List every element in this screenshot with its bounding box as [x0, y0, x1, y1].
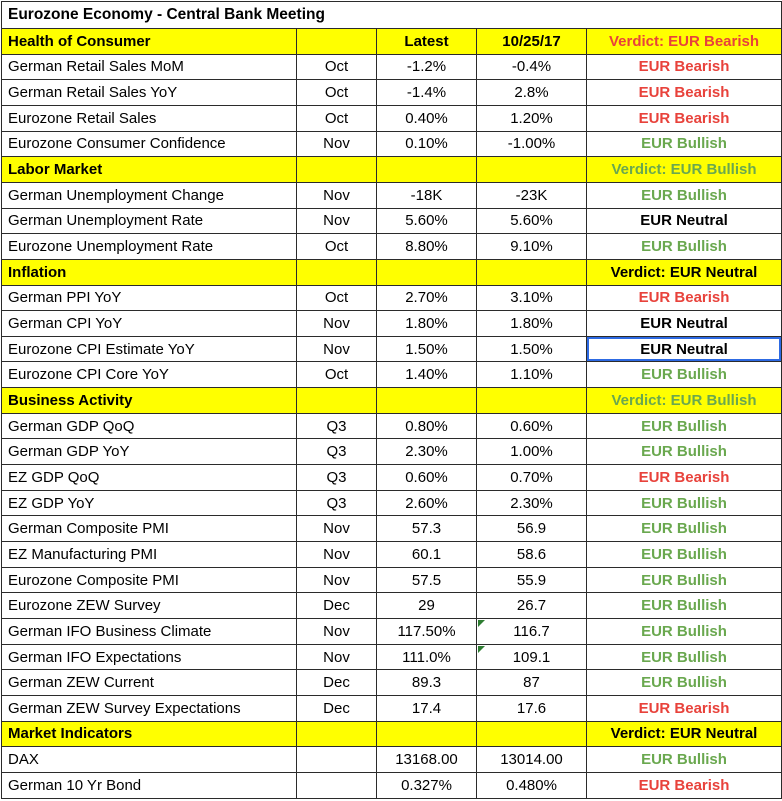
- period-cell[interactable]: Nov: [297, 542, 377, 568]
- verdict-cell[interactable]: EUR Bullish: [587, 747, 782, 773]
- period-cell[interactable]: Q3: [297, 413, 377, 439]
- prior-value-cell[interactable]: 58.6: [477, 542, 587, 568]
- section-name-cell[interactable]: Market Indicators: [2, 721, 297, 747]
- section-empty-cell[interactable]: [297, 388, 377, 414]
- verdict-cell[interactable]: EUR Bearish: [587, 105, 782, 131]
- verdict-cell[interactable]: EUR Bullish: [587, 413, 782, 439]
- indicator-row: [2, 567, 782, 593]
- latest-value-cell[interactable]: 0.10%: [377, 131, 477, 157]
- latest-value-cell[interactable]: 111.0%: [377, 644, 477, 670]
- latest-value-cell[interactable]: 13168.00: [377, 747, 477, 773]
- section-header-row: [2, 388, 782, 414]
- latest-value-cell[interactable]: 29: [377, 593, 477, 619]
- period-cell[interactable]: [297, 772, 377, 798]
- section-header-row: [2, 28, 782, 54]
- indicator-name-cell[interactable]: DAX: [2, 747, 297, 773]
- indicator-name-cell[interactable]: Eurozone Consumer Confidence: [2, 131, 297, 157]
- indicator-name-cell[interactable]: German Retail Sales MoM: [2, 54, 297, 80]
- latest-value-cell[interactable]: 5.60%: [377, 208, 477, 234]
- indicator-row: [2, 542, 782, 568]
- verdict-cell[interactable]: EUR Bullish: [587, 362, 782, 388]
- verdict-cell[interactable]: EUR Neutral: [587, 311, 782, 337]
- latest-value-cell[interactable]: 2.70%: [377, 285, 477, 311]
- section-verdict-cell[interactable]: Verdict: EUR Bearish: [587, 28, 782, 54]
- period-cell[interactable]: Oct: [297, 362, 377, 388]
- period-cell[interactable]: Nov: [297, 131, 377, 157]
- period-cell[interactable]: Nov: [297, 311, 377, 337]
- indicator-row: [2, 208, 782, 234]
- indicator-name-cell[interactable]: German Retail Sales YoY: [2, 80, 297, 106]
- latest-value-cell[interactable]: -1.2%: [377, 54, 477, 80]
- latest-value-cell[interactable]: 1.80%: [377, 311, 477, 337]
- period-cell[interactable]: Nov: [297, 336, 377, 362]
- column-header-latest[interactable]: [377, 388, 477, 414]
- section-verdict-cell[interactable]: Verdict: EUR Neutral: [587, 721, 782, 747]
- spreadsheet-table-body: [2, 2, 782, 799]
- indicator-row: [2, 644, 782, 670]
- section-header-row: [2, 157, 782, 183]
- verdict-cell[interactable]: EUR Bullish: [587, 490, 782, 516]
- indicator-name-cell[interactable]: German GDP QoQ: [2, 413, 297, 439]
- latest-value-cell[interactable]: 2.60%: [377, 490, 477, 516]
- verdict-cell[interactable]: EUR Bullish: [587, 593, 782, 619]
- latest-value-cell[interactable]: 57.3: [377, 516, 477, 542]
- indicator-name-cell[interactable]: Eurozone Unemployment Rate: [2, 234, 297, 260]
- period-cell[interactable]: Dec: [297, 593, 377, 619]
- period-cell[interactable]: Q3: [297, 465, 377, 491]
- prior-value-cell[interactable]: 56.9: [477, 516, 587, 542]
- verdict-cell[interactable]: EUR Bearish: [587, 80, 782, 106]
- period-cell[interactable]: Dec: [297, 670, 377, 696]
- indicator-row: [2, 105, 782, 131]
- prior-value-cell[interactable]: 2.30%: [477, 490, 587, 516]
- indicator-name-cell[interactable]: German 10 Yr Bond: [2, 772, 297, 798]
- indicator-row: [2, 336, 782, 362]
- section-verdict-cell[interactable]: Verdict: EUR Bullish: [587, 388, 782, 414]
- cell-note-flag-icon: [478, 620, 485, 627]
- period-cell[interactable]: Oct: [297, 54, 377, 80]
- column-header-prior[interactable]: [477, 259, 587, 285]
- prior-value-cell[interactable]: 0.70%: [477, 465, 587, 491]
- indicator-row: [2, 131, 782, 157]
- column-header-prior[interactable]: [477, 157, 587, 183]
- section-empty-cell[interactable]: [297, 157, 377, 183]
- indicator-row: [2, 516, 782, 542]
- verdict-cell[interactable]: EUR Bearish: [587, 54, 782, 80]
- indicator-row: [2, 747, 782, 773]
- verdict-cell-selected[interactable]: EUR Neutral: [587, 336, 782, 362]
- latest-value-cell[interactable]: 17.4: [377, 696, 477, 722]
- prior-value-cell[interactable]: 55.9: [477, 567, 587, 593]
- prior-value-cell[interactable]: 17.6: [477, 696, 587, 722]
- verdict-cell[interactable]: EUR Bearish: [587, 772, 782, 798]
- period-cell[interactable]: [297, 747, 377, 773]
- period-cell[interactable]: Nov: [297, 644, 377, 670]
- indicator-row: [2, 362, 782, 388]
- indicator-row: [2, 465, 782, 491]
- section-name-cell[interactable]: Business Activity: [2, 388, 297, 414]
- sheet-title[interactable]: Eurozone Economy - Central Bank Meeting: [2, 2, 782, 29]
- latest-value-cell[interactable]: 0.60%: [377, 465, 477, 491]
- spreadsheet-table: [1, 1, 782, 799]
- prior-value-cell[interactable]: 2.8%: [477, 80, 587, 106]
- column-header-prior[interactable]: 10/25/17: [477, 28, 587, 54]
- indicator-row: [2, 619, 782, 645]
- section-verdict-cell[interactable]: Verdict: EUR Bullish: [587, 157, 782, 183]
- section-name-cell[interactable]: Inflation: [2, 259, 297, 285]
- verdict-cell[interactable]: EUR Bullish: [587, 182, 782, 208]
- period-cell[interactable]: Q3: [297, 490, 377, 516]
- indicator-row: [2, 413, 782, 439]
- section-empty-cell[interactable]: [297, 28, 377, 54]
- latest-value-cell[interactable]: 57.5: [377, 567, 477, 593]
- prior-value-cell[interactable]: 1.00%: [477, 439, 587, 465]
- verdict-cell[interactable]: EUR Bullish: [587, 234, 782, 260]
- period-cell[interactable]: Nov: [297, 182, 377, 208]
- verdict-cell[interactable]: EUR Bullish: [587, 439, 782, 465]
- indicator-name-cell[interactable]: Eurozone Retail Sales: [2, 105, 297, 131]
- latest-value-cell[interactable]: 0.40%: [377, 105, 477, 131]
- period-cell[interactable]: Oct: [297, 285, 377, 311]
- indicator-row: [2, 593, 782, 619]
- verdict-cell[interactable]: EUR Bearish: [587, 465, 782, 491]
- prior-value-cell[interactable]: 1.10%: [477, 362, 587, 388]
- indicator-row: [2, 311, 782, 337]
- period-cell[interactable]: Oct: [297, 80, 377, 106]
- prior-value-cell[interactable]: 9.10%: [477, 234, 587, 260]
- latest-value-cell[interactable]: 60.1: [377, 542, 477, 568]
- section-empty-cell[interactable]: [297, 259, 377, 285]
- indicator-row: [2, 285, 782, 311]
- indicator-name-cell[interactable]: Eurozone ZEW Survey: [2, 593, 297, 619]
- latest-value-cell[interactable]: 8.80%: [377, 234, 477, 260]
- prior-value-cell[interactable]: 3.10%: [477, 285, 587, 311]
- indicator-name-cell[interactable]: German Unemployment Change: [2, 182, 297, 208]
- section-empty-cell[interactable]: [297, 721, 377, 747]
- latest-value-cell[interactable]: -18K: [377, 182, 477, 208]
- period-cell[interactable]: Nov: [297, 516, 377, 542]
- verdict-cell[interactable]: EUR Neutral: [587, 208, 782, 234]
- period-cell[interactable]: Dec: [297, 696, 377, 722]
- section-name-cell[interactable]: Health of Consumer: [2, 28, 297, 54]
- indicator-row: [2, 439, 782, 465]
- section-header-row: [2, 259, 782, 285]
- indicator-row: [2, 772, 782, 798]
- latest-value-cell[interactable]: 117.50%: [377, 619, 477, 645]
- prior-value-cell[interactable]: 116.7: [477, 619, 587, 645]
- verdict-cell[interactable]: EUR Bullish: [587, 131, 782, 157]
- section-name-cell[interactable]: Labor Market: [2, 157, 297, 183]
- prior-value-cell[interactable]: 0.480%: [477, 772, 587, 798]
- indicator-name-cell[interactable]: German ZEW Current: [2, 670, 297, 696]
- indicator-name-cell[interactable]: EZ GDP QoQ: [2, 465, 297, 491]
- period-cell[interactable]: Nov: [297, 208, 377, 234]
- column-header-prior[interactable]: [477, 388, 587, 414]
- period-cell[interactable]: Q3: [297, 439, 377, 465]
- latest-value-cell[interactable]: 2.30%: [377, 439, 477, 465]
- prior-value-cell[interactable]: 13014.00: [477, 747, 587, 773]
- period-cell[interactable]: Nov: [297, 619, 377, 645]
- period-cell[interactable]: Nov: [297, 567, 377, 593]
- indicator-row: [2, 670, 782, 696]
- column-header-latest[interactable]: [377, 259, 477, 285]
- verdict-cell[interactable]: EUR Bullish: [587, 619, 782, 645]
- verdict-cell[interactable]: EUR Bearish: [587, 285, 782, 311]
- latest-value-cell[interactable]: 1.40%: [377, 362, 477, 388]
- prior-value-cell[interactable]: 109.1: [477, 644, 587, 670]
- indicator-name-cell[interactable]: German ZEW Survey Expectations: [2, 696, 297, 722]
- prior-value-cell[interactable]: -1.00%: [477, 131, 587, 157]
- indicator-row: [2, 182, 782, 208]
- indicator-name-cell[interactable]: German IFO Expectations: [2, 644, 297, 670]
- indicator-row: [2, 80, 782, 106]
- verdict-cell[interactable]: EUR Bullish: [587, 567, 782, 593]
- indicator-name-cell[interactable]: German IFO Business Climate: [2, 619, 297, 645]
- indicator-name-cell[interactable]: German Unemployment Rate: [2, 208, 297, 234]
- period-cell[interactable]: Oct: [297, 105, 377, 131]
- latest-value-cell[interactable]: 0.80%: [377, 413, 477, 439]
- indicator-name-cell[interactable]: German PPI YoY: [2, 285, 297, 311]
- verdict-cell[interactable]: EUR Bullish: [587, 644, 782, 670]
- prior-value-cell[interactable]: -23K: [477, 182, 587, 208]
- indicator-name-cell[interactable]: Eurozone CPI Estimate YoY: [2, 336, 297, 362]
- prior-value-cell[interactable]: 5.60%: [477, 208, 587, 234]
- prior-value-cell[interactable]: 26.7: [477, 593, 587, 619]
- column-header-latest[interactable]: [377, 157, 477, 183]
- latest-value-cell[interactable]: 0.327%: [377, 772, 477, 798]
- period-cell[interactable]: Oct: [297, 234, 377, 260]
- section-header-row: [2, 721, 782, 747]
- column-header-prior[interactable]: [477, 721, 587, 747]
- indicator-name-cell[interactable]: Eurozone Composite PMI: [2, 567, 297, 593]
- verdict-cell[interactable]: EUR Bullish: [587, 670, 782, 696]
- indicator-name-cell[interactable]: EZ Manufacturing PMI: [2, 542, 297, 568]
- indicator-name-cell[interactable]: EZ GDP YoY: [2, 490, 297, 516]
- indicator-row: [2, 234, 782, 260]
- indicator-row: [2, 54, 782, 80]
- prior-value-cell[interactable]: 1.20%: [477, 105, 587, 131]
- column-header-latest[interactable]: [377, 721, 477, 747]
- indicator-name-cell[interactable]: Eurozone CPI Core YoY: [2, 362, 297, 388]
- indicator-name-cell[interactable]: German CPI YoY: [2, 311, 297, 337]
- verdict-cell[interactable]: EUR Bullish: [587, 542, 782, 568]
- latest-value-cell[interactable]: 89.3: [377, 670, 477, 696]
- section-verdict-cell[interactable]: Verdict: EUR Neutral: [587, 259, 782, 285]
- indicator-row: [2, 490, 782, 516]
- indicator-row: [2, 696, 782, 722]
- prior-value-cell[interactable]: 1.50%: [477, 336, 587, 362]
- prior-value-cell[interactable]: 87: [477, 670, 587, 696]
- prior-value-cell[interactable]: -0.4%: [477, 54, 587, 80]
- indicator-name-cell[interactable]: German Composite PMI: [2, 516, 297, 542]
- prior-value-cell[interactable]: 1.80%: [477, 311, 587, 337]
- cell-note-flag-icon: [478, 646, 485, 653]
- indicator-name-cell[interactable]: German GDP YoY: [2, 439, 297, 465]
- title-row: [2, 2, 782, 29]
- latest-value-cell[interactable]: 1.50%: [377, 336, 477, 362]
- prior-value-cell[interactable]: 0.60%: [477, 413, 587, 439]
- column-header-latest[interactable]: Latest: [377, 28, 477, 54]
- latest-value-cell[interactable]: -1.4%: [377, 80, 477, 106]
- verdict-cell[interactable]: EUR Bullish: [587, 516, 782, 542]
- verdict-cell[interactable]: EUR Bearish: [587, 696, 782, 722]
